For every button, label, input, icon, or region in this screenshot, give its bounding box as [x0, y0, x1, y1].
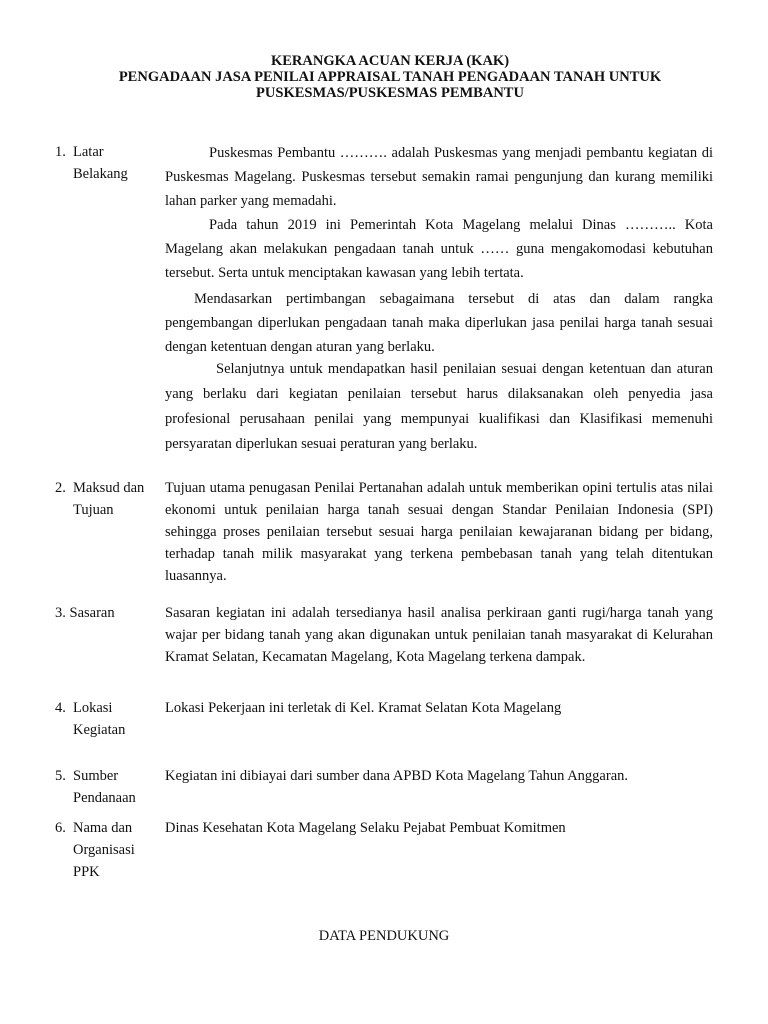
data-pendukung-heading: DATA PENDUKUNG	[318, 928, 450, 944]
section-body	[165, 602, 713, 668]
section-body	[165, 477, 713, 587]
section-title: Sumber Pendanaan	[73, 768, 136, 806]
title-line-1: KERANGKA ACUAN KERJA (KAK)	[270, 53, 510, 69]
section-body	[165, 765, 713, 787]
section-title: Lokasi Kegiatan	[73, 700, 126, 738]
paragraph: Tujuan utama penugasan Penilai Pertanahan adalah untuk memberikan opini tertulis atas nilai ekonomi untuk penilaian harga tanah sesuai dengan Standar Penilaian Indonesia (SPI) sehingga proses penilaian tersebut sesuai harga penilaian kewajaranan bidang per bidang, terhadap tanah milik masyarakat yang terkena pembebasan tanah yang telah ditentukan luasannya.	[165, 480, 713, 584]
section-title: Nama dan Organisasi PPK	[73, 820, 135, 880]
paragraph: Puskesmas Pembantu ………. adalah Puskesmas yang menjadi pembantu kegiatan di Puskesmas Magelang. Puskesmas tersebut semakin ramai pengunjung dan kurang memiliki lahan parker yang memadahi.	[165, 145, 713, 209]
section-number: 1.	[55, 144, 66, 160]
section-number: 2.	[55, 480, 66, 496]
section-number: 5.	[55, 768, 66, 784]
section-title: Sasaran	[69, 605, 115, 621]
section-body	[165, 817, 713, 839]
paragraph: Mendasarkan pertimbangan sebagaimana tersebut di atas dan dalam rangka pengembangan diperlukan pengadaan tanah maka diperlukan jasa penilai harga tanah sesuai dengan ketentuan dengan aturan yang berlaku.	[165, 291, 713, 355]
paragraph: Dinas Kesehatan Kota Magelang Selaku Pejabat Pembuat Komitmen	[165, 820, 566, 836]
paragraph: Kegiatan ini dibiayai dari sumber dana APBD Kota Magelang Tahun Anggaran.	[165, 768, 629, 784]
section-number: 3.	[55, 605, 66, 621]
paragraph: Sasaran kegiatan ini adalah tersedianya hasil analisa perkiraan ganti rugi/harga tanah yang wajar per bidang tanah yang akan digunakan untuk penilaian tanah masyarakat di Kelurahan Kramat Selatan, Kecamatan Magelang, Kota Magelang terkena dampak.	[165, 605, 713, 665]
paragraph: Selanjutnya untuk mendapatkan hasil penilaian sesuai dengan ketentuan dan aturan yang berlaku dari kegiatan penilaian tersebut harus dilaksanakan oleh penyedia jasa profesional perusahaan penilai yang mempunyai kualifikasi dan Klasifikasi memenuhi persyaratan diperlukan sesuai peraturan yang berlaku.	[165, 361, 713, 452]
section-number: 4.	[55, 700, 66, 716]
title-line-2: PENGADAAN JASA PENILAI APPRAISAL TANAH PENGADAAN TANAH UNTUK	[118, 69, 662, 85]
section-body	[165, 697, 713, 719]
title-line-3: PUSKESMAS/PUSKESMAS PEMBANTU	[256, 85, 524, 101]
section-title: Maksud dan Tujuan	[73, 480, 145, 518]
section-body	[165, 141, 713, 457]
section-title: Latar Belakang	[73, 144, 128, 182]
section-number: 6.	[55, 820, 66, 836]
paragraph: Pada tahun 2019 ini Pemerintah Kota Magelang melalui Dinas ……….. Kota Magelang akan melakukan pengadaan tanah untuk …… guna mengakomodasi kebutuhan tersebut. Serta untuk menciptakan kawasan yang lebih tertata.	[165, 217, 713, 281]
document-title	[60, 53, 720, 101]
paragraph: Lokasi Pekerjaan ini terletak di Kel. Kramat Selatan Kota Magelang	[165, 700, 562, 716]
